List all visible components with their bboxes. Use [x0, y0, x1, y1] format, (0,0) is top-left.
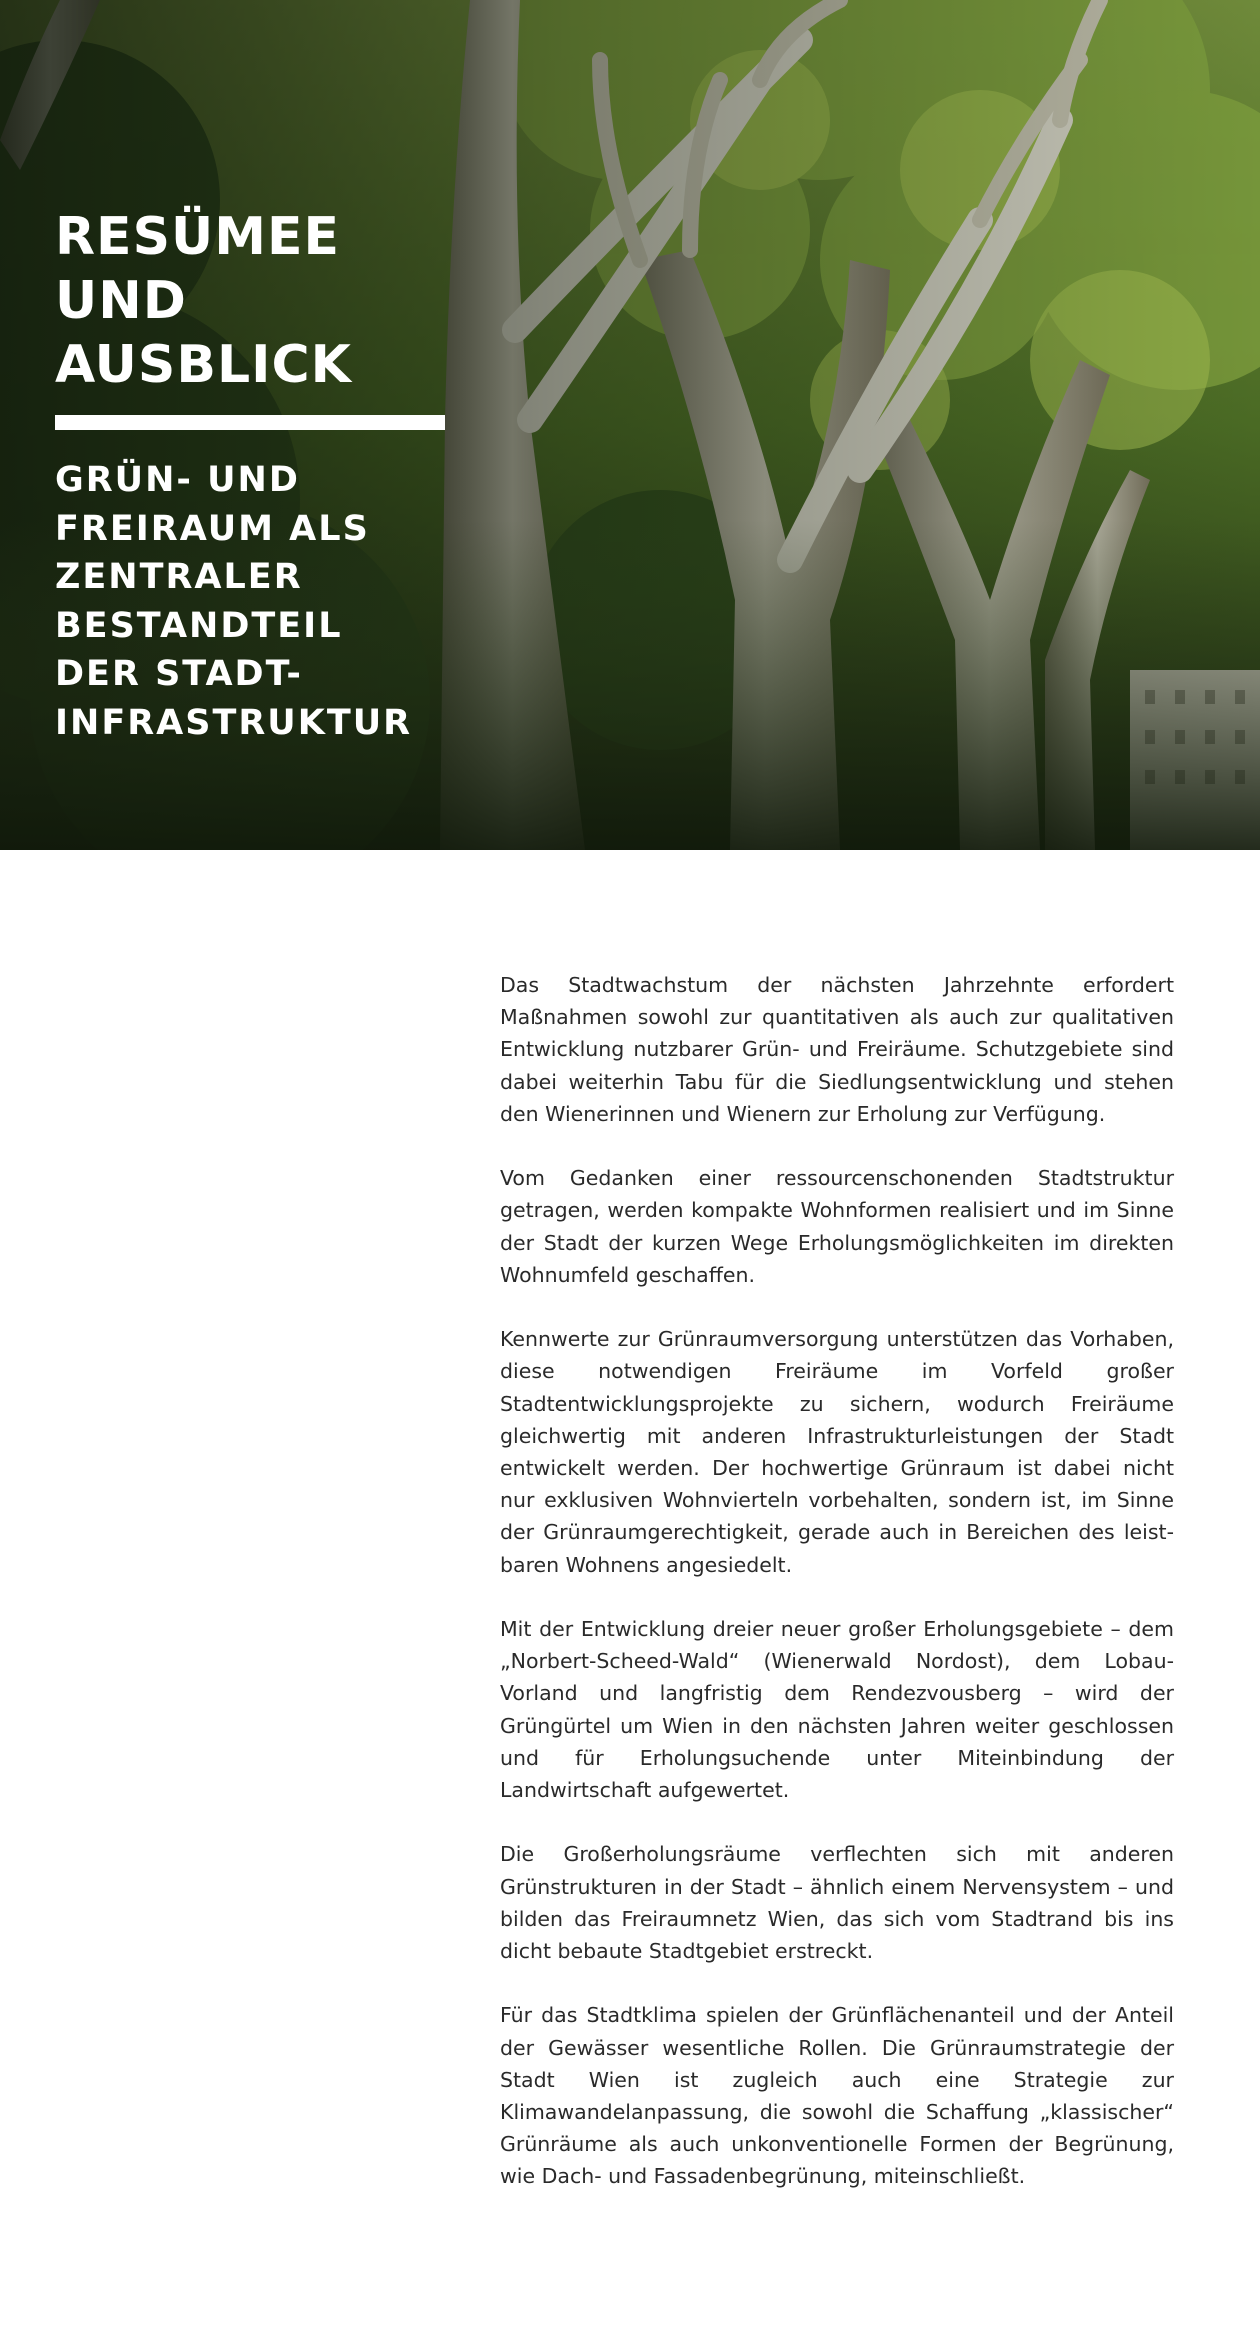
title-divider	[55, 415, 445, 430]
page-title: RESÜMEE UND AUSBLICK	[55, 207, 352, 395]
paragraph: Vom Gedanken einer ressourcenschonenden Stadtstruktur getragen, werden kompakte Wohnformen realisiert und im Sinne der Stadt der kurzen Wege Erholungsmöglichkeiten im direkten Wohnumfeld geschaffen.	[500, 1166, 1174, 1287]
paragraph: Mit der Entwicklung dreier neuer großer Erholungsgebiete – dem „Norbert-Scheed-Wald“ (Wienerwald Nordost), dem Lobau-Vorland und langfristig dem Rendezvousberg – wird der Grüngürtel um Wien in den nächsten Jahren weiter geschlossen und für Erholungsuchende unter Miteinbindung der Landwirtschaft aufgewertet.	[500, 1617, 1174, 1803]
paragraph: Die Großerholungsräume verflechten sich mit anderen Grünstrukturen in der Stadt – ähnlich einem Nervensystem – und bilden das Freiraumnetz Wien, das sich vom Stadtrand bis ins dicht bebaute Stadtgebiet erstreckt.	[500, 1842, 1174, 1964]
paragraph: Kennwerte zur Grünraumversorgung unterstützen das Vorhaben, diese notwendigen Freiräume im Vorfeld großer Stadtentwicklungsprojekte zu sichern, wodurch Freiräume gleichwertig mit anderen Infrastrukturleistungen der Stadt entwickelt werden. Der hochwertige Grünraum ist dabei nicht nur exklusiven Wohnvierteln vorbehalten, sondern ist, im Sinne der Grünraumgerechtigkeit, gerade auch in Bereichen des leistbaren Wohnens angesiedelt.	[500, 1327, 1174, 1577]
hero-image	[0, 0, 1260, 850]
paragraph: Das Stadtwachstum der nächsten Jahrzehnte erfordert Maßnahmen sowohl zur quantitativen als auch zur qualitativen Entwicklung nutzbarer Grün- und Freiräume. Schutzgebiete sind dabei weiterhin Tabu für die Siedlungsentwicklung und stehen den Wienerinnen und Wienern zur Erholung zur Verfügung.	[500, 973, 1174, 1126]
hero-title-block	[55, 205, 455, 747]
page-subtitle: GRÜN- UND FREIRAUM ALS ZENTRALER BESTANDTEIL DER STADT- INFRASTRUKTUR	[55, 460, 413, 743]
paragraph: Für das Stadtklima spielen der Grünflächenanteil und der Anteil der Gewässer wesentliche Rollen. Die Grünraumstrategie der Stadt Wien ist zugleich auch eine Strategie zur Klimawandelanpassung, die sowohl die Schaffung „klassischer“ Grünräume als auch unkonventionelle Formen der Begrünung, wie Dach- und Fassadenbegrünung, miteinschließt.	[500, 2003, 1174, 2189]
article-body	[500, 969, 1174, 2225]
